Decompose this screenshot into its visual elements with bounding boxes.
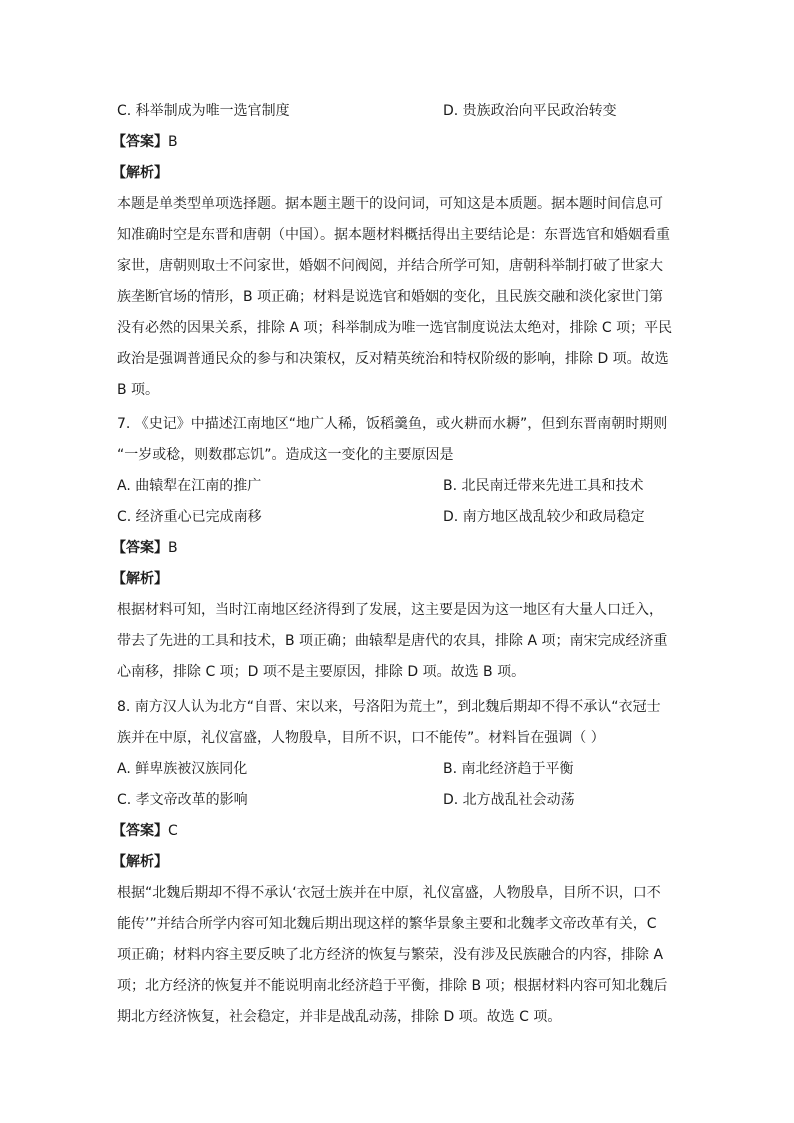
q8-option-a: A. 鲜卑族被汉族同化 bbox=[117, 761, 248, 777]
q8-stem-line: 8. 南方汉人认为北方“自晋、宋以来，号洛阳为荒土”，到北魏后期却不得不承认“衣冠士 bbox=[117, 699, 661, 715]
q6-answer-label: 【答案】 bbox=[112, 134, 168, 150]
q8-answer-label: 【答案】 bbox=[112, 823, 168, 839]
q7-analysis-label: 【解析】 bbox=[112, 571, 168, 587]
q7-answer bbox=[112, 538, 178, 558]
q6-option-c: C. 科举制成为唯一选官制度 bbox=[117, 103, 290, 119]
q7-stem-line: “一岁或稔，则数郡忘饥”。造成这一变化的主要原因是 bbox=[117, 447, 454, 463]
q6-answer bbox=[112, 132, 178, 152]
q7-analysis-line: 心南移，排除 C 项；D 项不是主要原因，排除 D 项。故选 B 项。 bbox=[117, 664, 526, 680]
q6-option-d: D. 贵族政治向平民政治转变 bbox=[443, 103, 617, 119]
q6-analysis-line: 没有必然的因果关系，排除 A 项；科举制成为唯一选官制度说法太绝对，排除 C 项；平民 bbox=[117, 320, 673, 336]
q8-option-c: C. 孝文帝改革的影响 bbox=[117, 792, 248, 808]
q7-option-c: C. 经济重心已完成南移 bbox=[117, 509, 262, 525]
q6-analysis-line: 知准确时空是东晋和唐朝（中国）。据本题材料概括得出主要结论是：东晋选官和婚姻看重 bbox=[117, 227, 670, 243]
q7-option-d: D. 南方地区战乱较少和政局稳定 bbox=[443, 509, 645, 525]
q7-stem-line: 7. 《史记》中描述江南地区“地广人稀，饭稻羹鱼，或火耕而水耨”，但到东晋南朝时期则 bbox=[117, 416, 668, 432]
q6-analysis-line: B 项。 bbox=[117, 382, 160, 398]
q6-options-row-cd bbox=[117, 101, 677, 121]
q8-analysis-line: 项；北方经济的恢复并不能说明南北经济趋于平衡，排除 B 项；根据材料内容可知北魏后 bbox=[117, 978, 668, 994]
q8-option-b: B. 南北经济趋于平衡 bbox=[443, 761, 574, 777]
q6-analysis-line: 家世，唐朝则取士不问家世，婚姻不问阀阅，并结合所学可知，唐朝科举制打破了世家大 bbox=[117, 258, 663, 274]
q8-answer-value: C bbox=[168, 823, 178, 839]
q6-answer-value: B bbox=[168, 134, 178, 150]
q7-option-b: B. 北民南迁带来先进工具和技术 bbox=[443, 478, 644, 494]
q7-options-row-ab bbox=[117, 476, 677, 496]
q8-analysis-label: 【解析】 bbox=[112, 854, 168, 870]
q7-answer-value: B bbox=[168, 540, 178, 556]
q8-analysis-line: 期北方经济恢复，社会稳定，并非是战乱动荡，排除 D 项。故选 C 项。 bbox=[117, 1009, 562, 1025]
q7-analysis-line: 根据材料可知，当时江南地区经济得到了发展，这主要是因为这一地区有大量人口迁入， bbox=[117, 602, 663, 618]
q8-analysis-line: 根据“北魏后期却不得不承认‘衣冠士族并在中原，礼仪富盛，人物殷阜，目所不识，口不 bbox=[117, 885, 661, 901]
q7-options-row-cd bbox=[117, 507, 677, 527]
q8-answer bbox=[112, 821, 178, 841]
q6-analysis-line: 本题是单类型单项选择题。据本题主题干的设问词，可知这是本质题。据本题时间信息可 bbox=[117, 196, 663, 212]
q7-answer-label: 【答案】 bbox=[112, 540, 168, 556]
q8-analysis-line: 项正确；材料内容主要反映了北方经济的恢复与繁荣，没有涉及民族融合的内容，排除 A bbox=[117, 947, 664, 963]
q6-analysis-line: 政治是强调普通民众的参与和决策权，反对精英统治和特权阶级的影响，排除 D 项。故选 bbox=[117, 351, 669, 367]
q6-analysis-line: 族垄断官场的情形，B 项正确；材料是说选官和婚姻的变化，且民族交融和淡化家世门第 bbox=[117, 289, 664, 305]
q6-analysis-label: 【解析】 bbox=[112, 165, 168, 181]
q8-stem-line: 族并在中原，礼仪富盛，人物殷阜，目所不识，口不能传”。材料旨在强调（ ） bbox=[117, 730, 605, 746]
q8-options-row-ab bbox=[117, 759, 677, 779]
q8-option-d: D. 北方战乱社会动荡 bbox=[443, 792, 575, 808]
q8-analysis-line: 能传’”并结合所学内容可知北魏后期出现这样的繁华景象主要和北魏孝文帝改革有关，C bbox=[117, 916, 657, 932]
q7-analysis-line: 带去了先进的工具和技术，B 项正确；曲辕犁是唐代的农具，排除 A 项；南宋完成经济重 bbox=[117, 633, 668, 649]
q8-options-row-cd bbox=[117, 790, 677, 810]
q7-option-a: A. 曲辕犁在江南的推广 bbox=[117, 478, 262, 494]
